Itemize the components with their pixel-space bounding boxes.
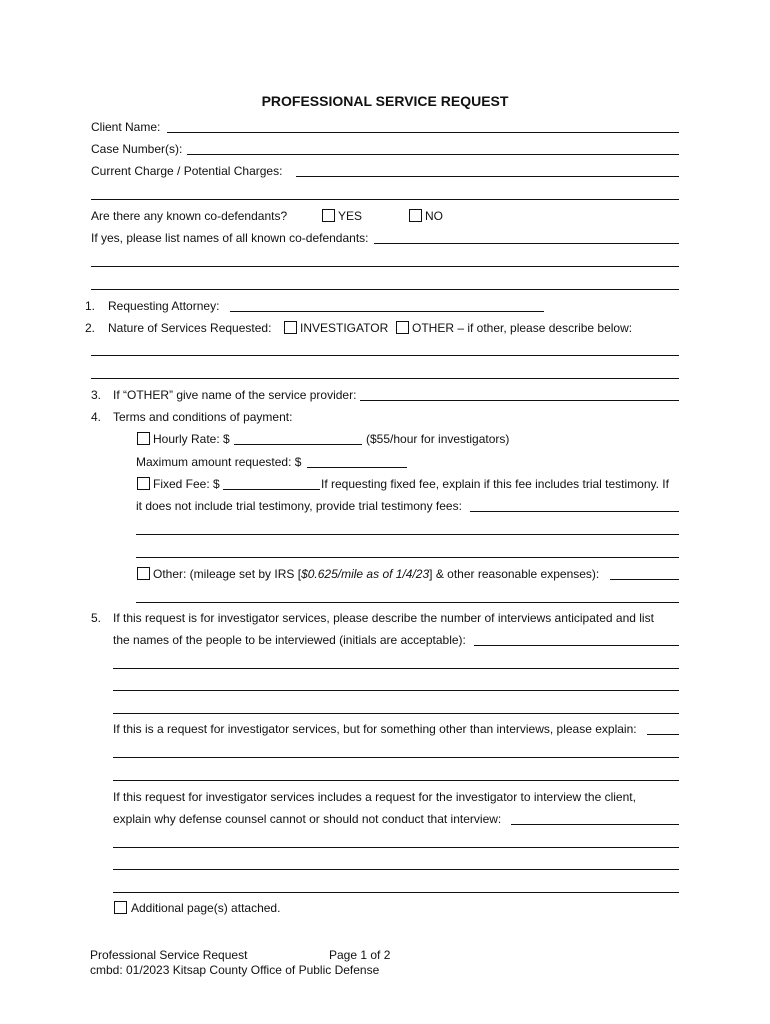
max-amount-label: Maximum amount requested: $ — [136, 455, 302, 469]
investigator-checkbox[interactable] — [284, 321, 297, 334]
current-charge-field-line2[interactable] — [91, 199, 679, 200]
interview-client-line3[interactable] — [113, 869, 679, 870]
additional-pages-checkbox[interactable] — [114, 901, 127, 914]
current-charge-field[interactable] — [296, 176, 679, 177]
payment-terms-label: Terms and conditions of payment: — [113, 410, 293, 424]
current-charge-label: Current Charge / Potential Charges: — [91, 164, 283, 178]
interview-client-explain-label: explain why defense counsel cannot or should not conduct that interview: — [113, 812, 502, 826]
other-checkbox[interactable] — [396, 321, 409, 334]
item4-number: 4. — [91, 410, 102, 424]
trial-testimony-fees-label: it does not include trial testimony, provide trial testimony fees: — [136, 499, 462, 513]
requesting-attorney-label: Requesting Attorney: — [108, 299, 220, 313]
trial-testimony-line3[interactable] — [136, 557, 679, 558]
interviewees-line2[interactable] — [113, 668, 679, 669]
max-amount-field[interactable] — [307, 467, 407, 468]
other-expenses-checkbox[interactable] — [137, 567, 150, 580]
no-label: NO — [425, 209, 443, 223]
hourly-rate-field[interactable] — [234, 444, 362, 445]
yes-label: YES — [338, 209, 363, 223]
other-expenses-label — [153, 567, 599, 581]
requesting-attorney-field[interactable] — [230, 311, 544, 312]
service-provider-field[interactable] — [360, 400, 679, 401]
investigator-label: INVESTIGATOR — [300, 321, 389, 335]
interviewees-line3[interactable] — [113, 690, 679, 691]
footer-page-number: Page 1 of 2 — [329, 948, 391, 962]
codefendants-field-line3[interactable] — [91, 289, 679, 290]
other-expenses-field[interactable] — [610, 579, 679, 580]
nature-of-services-label: Nature of Services Requested: — [108, 321, 272, 335]
interview-client-line4[interactable] — [113, 892, 679, 893]
other-than-interviews-field[interactable] — [647, 734, 679, 735]
interviewees-field[interactable] — [474, 645, 679, 646]
item5-number: 5. — [91, 611, 102, 625]
other-than-interviews-line2[interactable] — [113, 757, 679, 758]
hourly-rate-note: ($55/hour for investigators) — [366, 432, 510, 446]
other-description-line2[interactable] — [91, 378, 679, 379]
interview-client-field[interactable] — [511, 824, 679, 825]
footer-form-name: Professional Service Request — [90, 948, 248, 962]
fixed-fee-label: Fixed Fee: $ — [153, 477, 220, 491]
other-expenses-label-end: ] & other reasonable expenses): — [429, 567, 600, 581]
codefendants-question: Are there any known co-defendants? — [91, 209, 288, 223]
codefendants-field-line2[interactable] — [91, 266, 679, 267]
fixed-fee-field[interactable] — [223, 489, 320, 490]
other-than-interviews-line3[interactable] — [113, 780, 679, 781]
page-title: PROFESSIONAL SERVICE REQUEST — [261, 93, 509, 109]
service-provider-label: If “OTHER” give name of the service provider: — [113, 388, 357, 402]
trial-testimony-line2[interactable] — [136, 534, 679, 535]
case-numbers-label: Case Number(s): — [91, 142, 183, 156]
item1-number: 1. — [85, 299, 96, 313]
other-than-interviews-label: If this is a request for investigator services, but for something other than interviews, please explain: — [113, 722, 637, 736]
codefendants-field[interactable] — [374, 243, 679, 244]
case-numbers-field[interactable] — [187, 154, 679, 155]
client-name-label: Client Name: — [91, 120, 161, 134]
interview-client-question: If this request for investigator services includes a request for the investigator to interview the client, — [113, 790, 636, 804]
other-expenses-label-start: Other: (mileage set by IRS [ — [153, 567, 302, 581]
interviewees-line4[interactable] — [113, 713, 679, 714]
mileage-rate: $0.625/mile as of 1/4/23 — [301, 567, 430, 581]
footer-revision: cmbd: 01/2023 Kitsap County Office of Public Defense — [90, 963, 380, 977]
codefendants-list-label: If yes, please list names of all known co-defendants: — [91, 231, 369, 245]
other-label: OTHER – if other, please describe below: — [412, 321, 633, 335]
yes-checkbox[interactable] — [322, 209, 335, 222]
additional-pages-label: Additional page(s) attached. — [131, 901, 281, 915]
item3-number: 3. — [91, 388, 102, 402]
interviewees-label: the names of the people to be interviewed (initials are acceptable): — [113, 633, 466, 647]
item2-number: 2. — [85, 321, 96, 335]
fixed-fee-explanation: If requesting fixed fee, explain if this fee includes trial testimony. If — [321, 477, 669, 491]
fixed-fee-checkbox[interactable] — [137, 477, 150, 490]
hourly-rate-label: Hourly Rate: $ — [153, 432, 230, 446]
no-checkbox[interactable] — [409, 209, 422, 222]
other-expenses-line2[interactable] — [136, 602, 679, 603]
hourly-rate-checkbox[interactable] — [137, 432, 150, 445]
interviews-question: If this request is for investigator services, please describe the number of interviews anticipated and list — [113, 611, 654, 625]
trial-testimony-fees-field[interactable] — [470, 511, 679, 512]
client-name-field[interactable] — [167, 132, 679, 133]
other-description-line1[interactable] — [91, 355, 679, 356]
interview-client-line2[interactable] — [113, 847, 679, 848]
